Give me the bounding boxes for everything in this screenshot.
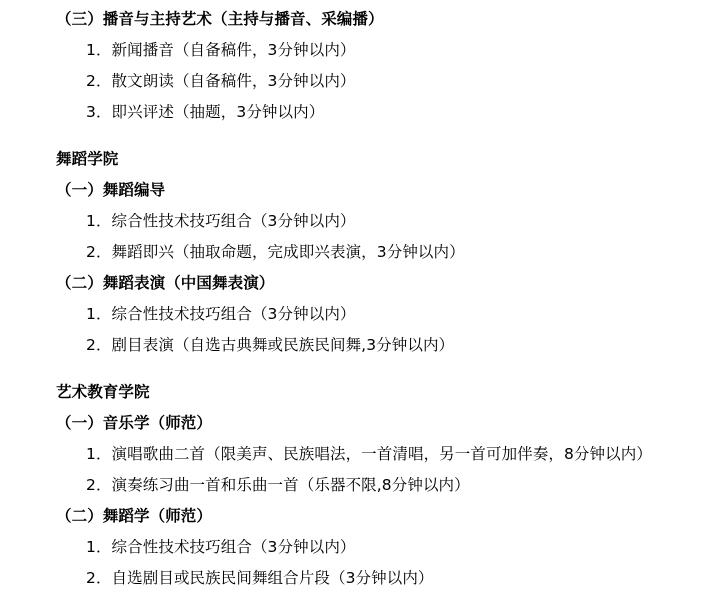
section-heading: （三）播音与主持艺术（主持与播音、采编播） <box>56 10 384 28</box>
section-dance-college <box>0 144 721 361</box>
list-item: 3．即兴评述（抽题，3分钟以内） <box>86 103 325 121</box>
section-divider-space <box>0 361 721 377</box>
list-item: 2．演奏练习曲一首和乐曲一首（乐器不限,8分钟以内） <box>86 476 470 494</box>
list-item: 1．综合性技术技巧组合（3分钟以内） <box>86 538 356 556</box>
list-item: 2．自选剧目或民族民间舞组合片段（3分钟以内） <box>86 569 434 587</box>
section-broadcast <box>0 4 721 128</box>
list-item: 1．新闻播音（自备稿件，3分钟以内） <box>86 41 356 59</box>
list-item: 2．剧目表演（自选古典舞或民族民间舞,3分钟以内） <box>86 336 455 354</box>
list-item: 1．演唱歌曲二首（限美声、民族唱法，一首清唱，另一首可加伴奏，8分钟以内） <box>86 445 652 463</box>
section-heading: （一）舞蹈编导 <box>56 181 166 199</box>
list-item: 2．舞蹈即兴（抽取命题，完成即兴表演，3分钟以内） <box>86 243 465 261</box>
section-heading: （二）舞蹈表演（中国舞表演） <box>56 274 275 292</box>
list-item: 1．综合性技术技巧组合（3分钟以内） <box>86 212 356 230</box>
section-divider-space <box>0 128 721 144</box>
section-heading: （二）舞蹈学（师范） <box>56 507 213 525</box>
college-heading: 舞蹈学院 <box>56 150 119 168</box>
list-item: 2．散文朗读（自备稿件，3分钟以内） <box>86 72 356 90</box>
section-heading: （一）音乐学（师范） <box>56 414 213 432</box>
list-item: 1．综合性技术技巧组合（3分钟以内） <box>86 305 356 323</box>
section-art-education-college <box>0 377 721 594</box>
college-heading: 艺术教育学院 <box>56 383 150 401</box>
